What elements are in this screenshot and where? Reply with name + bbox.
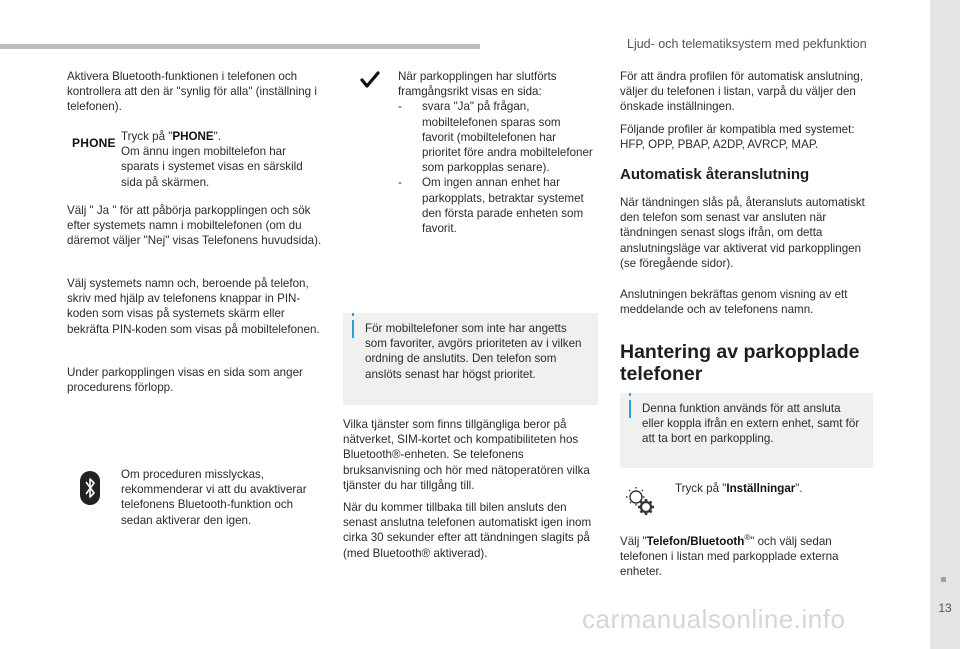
list-item: - svara "Ja" på frågan, mobiltelefonen sparas som favorit (mobiltelefonen har prioritet före andra mobiltelefoner som parkopplas senare). (398, 100, 593, 175)
info-bar (629, 400, 631, 418)
info-bar (352, 320, 354, 338)
paragraph: Tryck på "PHONE". (121, 130, 221, 143)
paragraph: Välj systemets namn och, beroende på telefon, skriv med hjälp av telefonens knappar in PIN-koden som visas på systemets skärm eller bekräfta PIN-koden som visas på mobiltelefonen. (67, 277, 320, 336)
col1-select-name (67, 276, 327, 337)
paragraph: Anslutningen bekräftas genom visning av ett meddelande och av telefonens namn. (620, 288, 848, 317)
heading-auto-reconnect: Automatisk återanslutning (620, 166, 810, 183)
side-band (930, 0, 960, 649)
list-item: - Om ingen annan enhet har parkopplats, betraktar systemet den första parade enheten som favorit. (398, 176, 584, 236)
col1-select-yes (67, 203, 327, 249)
paragraph: Tryck på "Inställningar". (675, 482, 803, 495)
paragraph: Vilka tjänster som finns tillgängliga beror på nätverket, SIM-kortet och kompatibiliteten hos Bluetooth®-enheten. Se telefonens bruksanvisning och hör med nätoperatören vilka tjänster du har tillgång till. (343, 418, 590, 492)
paragraph: Om ännu ingen mobiltelefon har sparats i systemet visas en särskild sida på skärmen. (121, 145, 303, 189)
priority-info-note (343, 313, 598, 405)
col1-intro (67, 69, 327, 115)
page-marker (941, 577, 946, 582)
col3-select-bluetooth (620, 530, 880, 579)
manage-info-note (620, 393, 873, 468)
checkmark-icon (360, 71, 380, 89)
paragraph: Välj "Telefon/Bluetooth®" och välj sedan telefonen i listan med parkopplade externa enheter. (620, 533, 839, 579)
page-header-title: Ljud- och telematiksystem med pekfunktion (627, 37, 867, 51)
bluetooth-icon (79, 470, 101, 506)
col3-auto-reconnect-text (620, 195, 880, 271)
col2-services (343, 417, 598, 493)
info-icon (352, 313, 354, 316)
page-number: 13 (938, 601, 952, 615)
col1-progress (67, 365, 327, 395)
paragraph: När parkopplingen har slutförts framgångsrikt visas en sida: (398, 70, 557, 99)
col3-confirmation (620, 287, 880, 317)
settings-gear-icon (622, 483, 658, 519)
col3-settings-instruction (675, 481, 875, 496)
paragraph: Följande profiler är kompatibla med systemet: HFP, OPP, PBAP, A2DP, AVRCP, MAP. (620, 123, 855, 152)
paragraph: När tändningen slås på, återansluts automatiskt den telefon som senast var ansluten när tändningen senast slogs ifrån, om detta anslutningsläge var aktiverat vid parkopplingen (se föregående sidor). (620, 196, 865, 270)
header-rule (0, 44, 480, 49)
heading-manage-paired-phones: Hantering av parkopplade telefoner (620, 341, 860, 385)
note-text: Denna funktion används för att ansluta eller koppla ifrån en extern enhet, samt för att ta bort en parkoppling. (642, 402, 860, 446)
watermark: carmanualsonline.info (582, 604, 846, 634)
paragraph: Om proceduren misslyckas, rekommenderar vi att du avaktiverar telefonens Bluetooth-funktion och sedan aktiverar den igen. (121, 468, 307, 527)
paragraph: Välj " Ja " för att påbörja parkopplingen och sök efter systemets namn i mobiltelefonen (om du däremot väljer "Nej" visas Telefonens huvudsida). (67, 204, 322, 248)
col1-phone-instruction (121, 129, 321, 190)
col2-reconnect (343, 500, 598, 561)
info-icon (629, 393, 631, 396)
paragraph: Under parkopplingen visas en sida som anger procedurens förlopp. (67, 366, 303, 395)
col3-profile-change (620, 69, 880, 115)
col3-profiles (620, 122, 880, 152)
col1-failure-tip (121, 467, 326, 528)
note-text: För mobiltelefoner som inte har angetts som favoriter, avgörs prioriteten av i vilken ordning de anslutits. Den telefon som anslöts senast har högst prioritet. (365, 322, 582, 381)
paragraph: Aktivera Bluetooth-funktionen i telefonen och kontrollera att den är "synlig för alla" (inställning i telefonen). (67, 70, 317, 114)
col2-pairing-complete (398, 69, 593, 236)
paragraph: När du kommer tillbaka till bilen ansluts den senast anslutna telefonen automatiskt igen inom cirka 30 sekunder efter att tändningen slagits på (med Bluetooth® aktiverad). (343, 501, 592, 560)
phone-button-icon: PHONE (72, 136, 116, 150)
paragraph: För att ändra profilen för automatisk anslutning, väljer du telefonen i listan, varpå du väljer den önskade inställningen. (620, 70, 863, 114)
